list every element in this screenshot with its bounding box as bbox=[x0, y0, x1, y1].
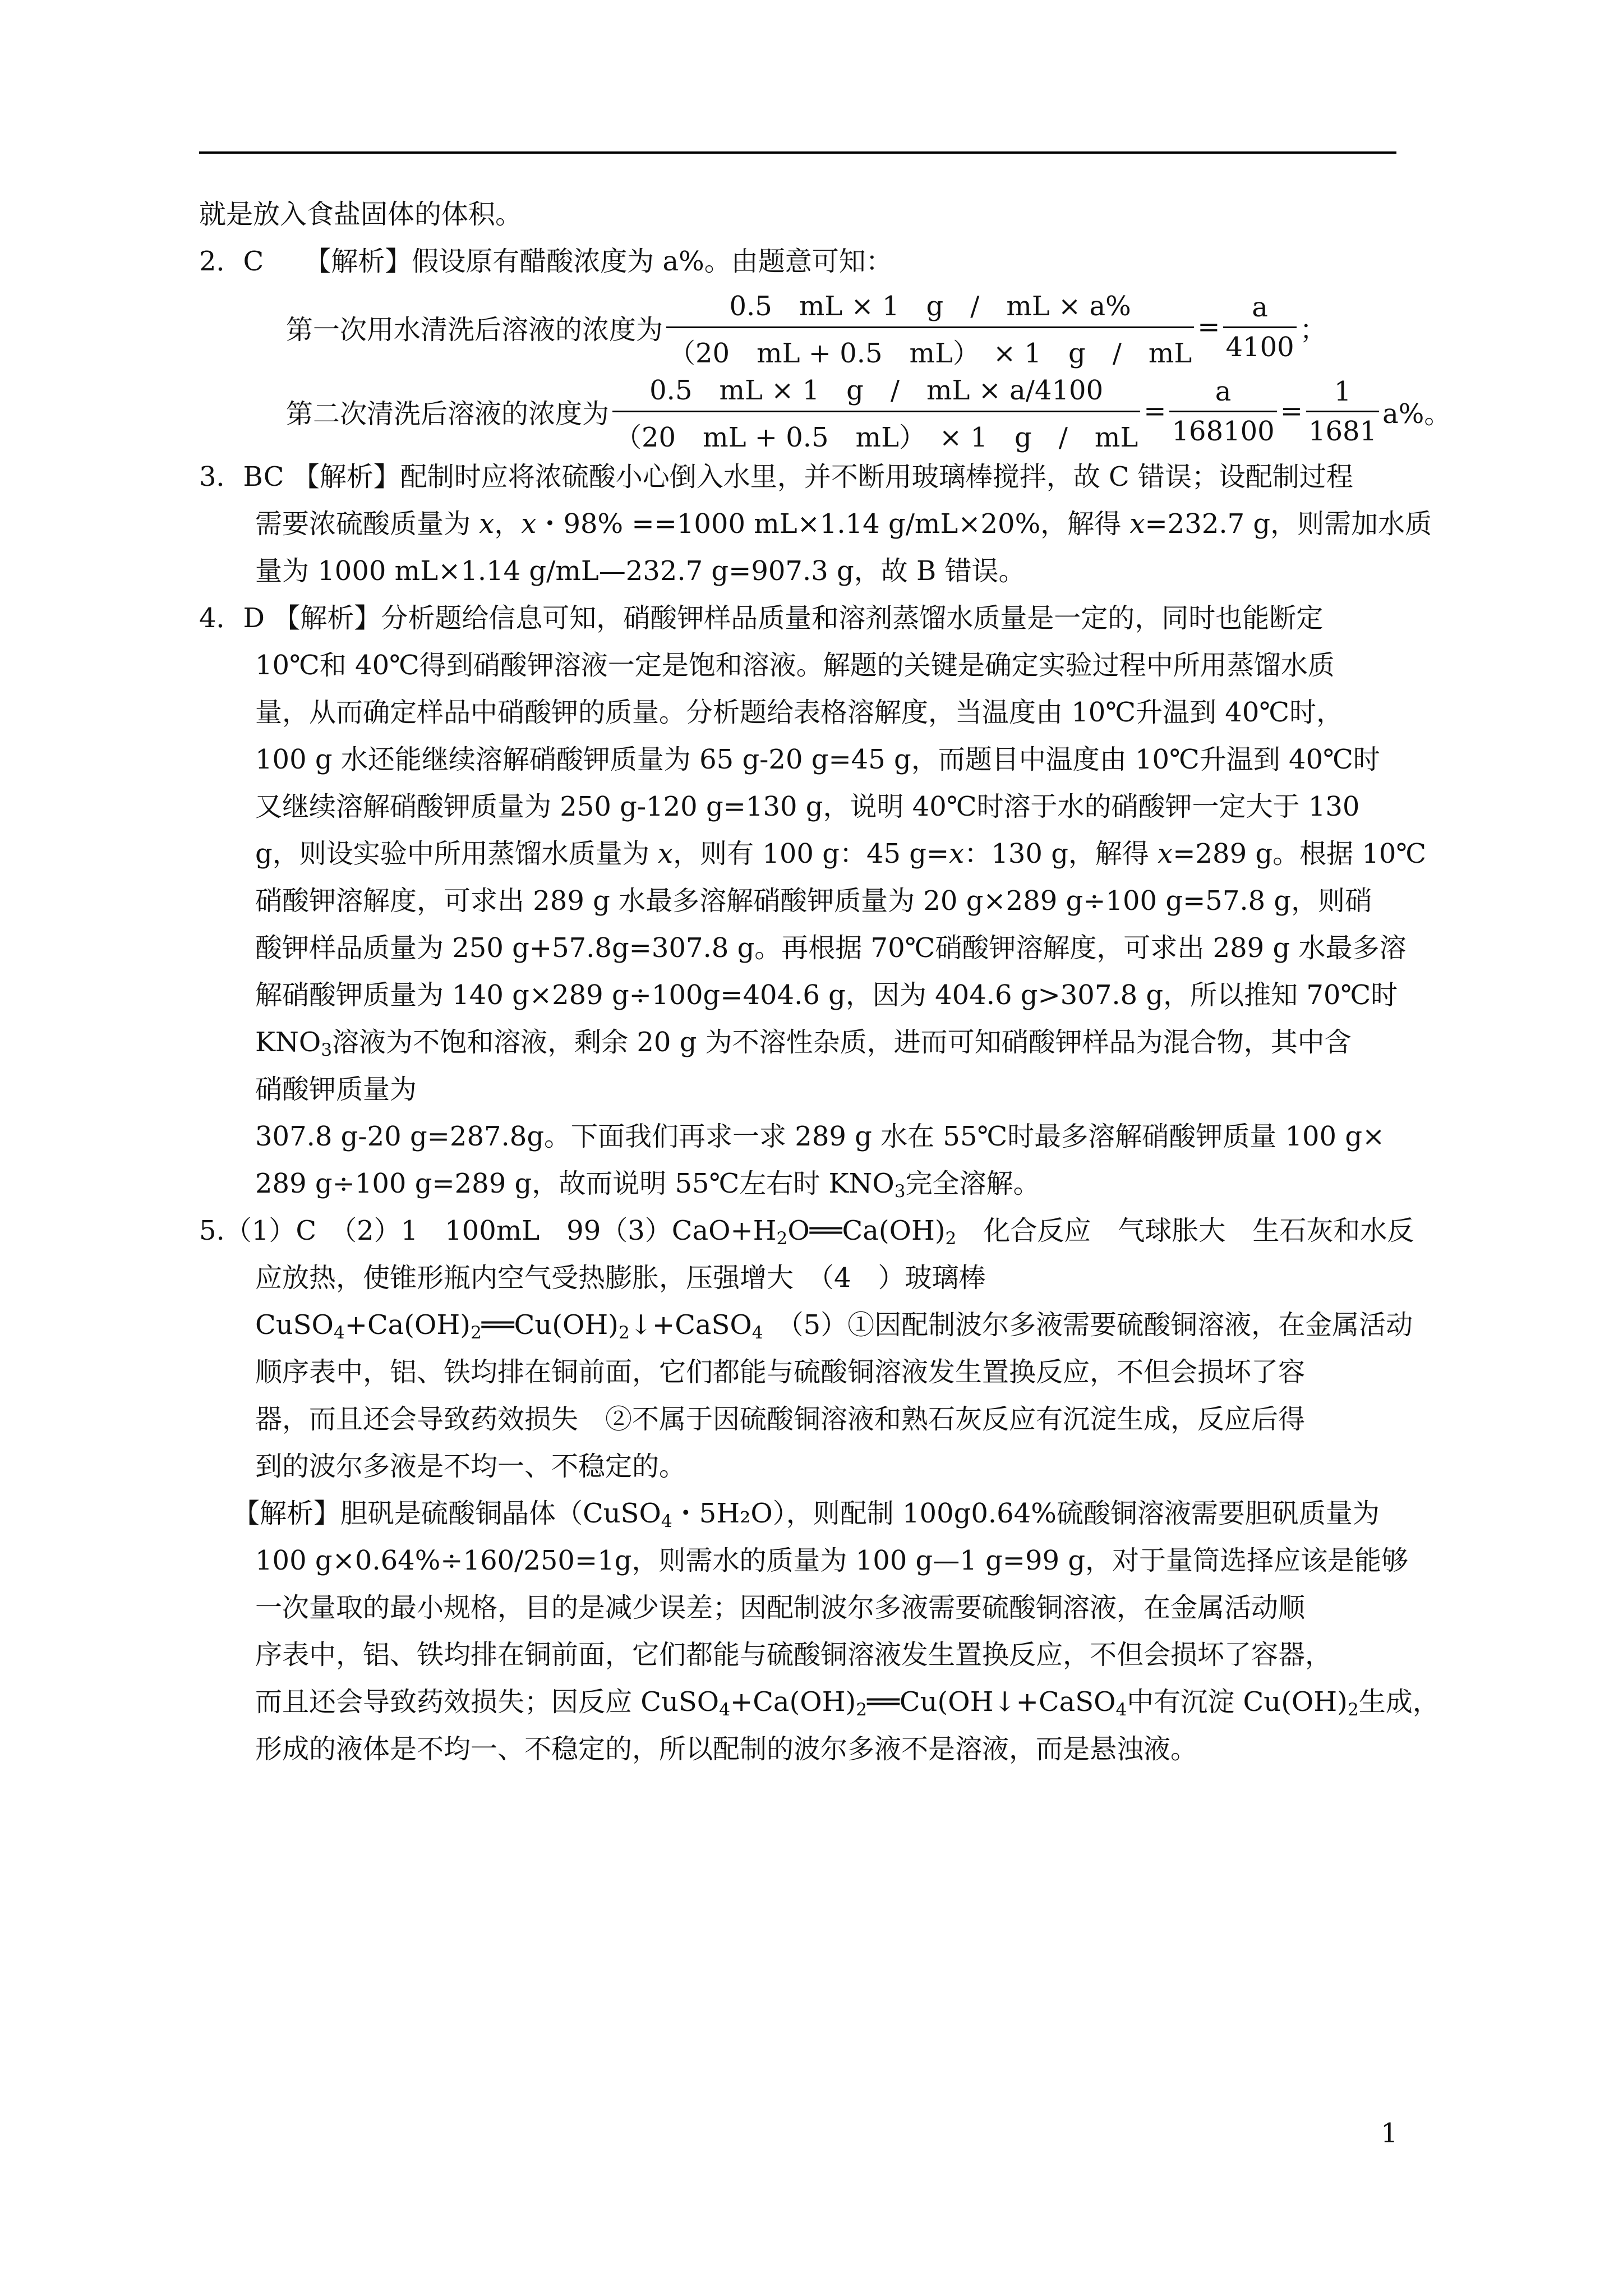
text-run: g，则设实验中所用蒸馏水质量为 bbox=[255, 838, 658, 869]
answer-body bbox=[199, 191, 1451, 1773]
subscript: 4 bbox=[751, 1322, 763, 1343]
text-run: 化合反应 气球胀大 生石灰和水反 bbox=[956, 1215, 1414, 1246]
equation-label: 第二次清洗后溶液的浓度为 bbox=[286, 398, 610, 430]
subscript: 2 bbox=[1347, 1699, 1359, 1720]
variable-x: x bbox=[658, 838, 674, 869]
subscript: 3 bbox=[894, 1181, 906, 1202]
fraction-numerator: 0.5 mL × 1 g / mL × a/4100 bbox=[612, 369, 1140, 412]
text-run: 5.（1）C （2）1 100mL 99（3）CaO+H bbox=[199, 1215, 777, 1246]
subscript: 2 bbox=[945, 1228, 957, 1249]
variable-x: x bbox=[1129, 508, 1145, 540]
fraction bbox=[1223, 292, 1296, 363]
question-5-line bbox=[199, 1207, 1414, 1254]
page-number: 1 bbox=[1381, 2118, 1398, 2149]
text-run: +Ca(OH) bbox=[730, 1686, 856, 1718]
fraction-numerator: 0.5 mL × 1 g / mL × a% bbox=[666, 284, 1194, 328]
subscript: 2 bbox=[618, 1322, 630, 1343]
fraction-numerator: 1 bbox=[1306, 376, 1379, 412]
equals-sign: = bbox=[1280, 395, 1303, 427]
text-run: 完全溶解。 bbox=[905, 1168, 1040, 1199]
question-4-line bbox=[199, 830, 1427, 877]
equation-tail: a%。 bbox=[1382, 398, 1451, 430]
equation-label: 第一次用水清洗后溶液的浓度为 bbox=[286, 314, 663, 346]
text-run: 生成， bbox=[1358, 1686, 1440, 1718]
question-4-line: 量，从而确定样品中硝酸钾的质量。分析题给表格溶解度，当温度由 10℃升温到 40℃时， bbox=[255, 697, 1344, 728]
subscript: 4 bbox=[333, 1322, 345, 1343]
text-run: 中有沉淀 Cu(OH) bbox=[1127, 1686, 1348, 1718]
text-run: ・5H₂O），则配制 100g0.64%硫酸铜溶液需要胆矾质量为 bbox=[672, 1498, 1380, 1529]
punctuation: ； bbox=[1299, 314, 1327, 346]
fraction bbox=[666, 284, 1194, 370]
text-run: （5）①因配制波尔多液需要硫酸铜溶液，在金属活动 bbox=[763, 1309, 1413, 1341]
text-run: ══Cu(OH) bbox=[481, 1309, 619, 1341]
subscript: 2 bbox=[470, 1322, 482, 1343]
question-4-line: 307.8 g-20 g=287.8g。下面我们再求一求 289 g 水在 55℃时最多溶解硝酸钾质量 100 g× bbox=[255, 1121, 1385, 1152]
question-5-line: 形成的液体是不均一、不稳定的，所以配制的波尔多液不是溶液，而是悬浊液。 bbox=[255, 1733, 1198, 1765]
subscript: 4 bbox=[719, 1699, 730, 1720]
variable-x: x bbox=[1158, 838, 1173, 869]
question-5-line: 顺序表中，铝、铁均排在铜前面，它们都能与硫酸铜溶液发生置换反应，不但会损坏了容 bbox=[255, 1356, 1306, 1388]
text-run: ↓+CaSO bbox=[629, 1309, 752, 1341]
question-5-line bbox=[199, 1490, 1396, 1537]
variable-x: x bbox=[479, 508, 495, 540]
question-3-line: 量为 1000 mL×1.14 g/mL—232.7 g=907.3 g，故 B 错误。 bbox=[255, 555, 1026, 587]
text-run: =289 g。根据 10℃ bbox=[1173, 838, 1427, 869]
fraction-denominator: 1681 bbox=[1308, 415, 1377, 447]
question-4-line: 又继续溶解硝酸钾质量为 250 g-120 g=130 g，说明 40℃时溶于水的硝酸钾一定大于 130 bbox=[255, 791, 1360, 822]
text-run: 而且还会导致药效损失；因反应 CuSO bbox=[255, 1686, 720, 1718]
text-run: +Ca(OH) bbox=[344, 1309, 471, 1341]
fraction-denominator: （20 mL + 0.5 mL） × 1 g / mL bbox=[615, 421, 1138, 453]
question-4-line: 4．D 【解析】分析题给信息可知，硝酸钾样品质量和溶剂蒸馏水质量是一定的，同时也能断定 bbox=[199, 602, 1324, 634]
text-run: 溶液为不饱和溶液，剩余 20 g 为不溶性杂质，进而可知硝酸钾样品为混合物，其中含 bbox=[332, 1027, 1352, 1058]
question-5-line bbox=[199, 1301, 1413, 1349]
question-4-line: 10℃和 40℃得到硝酸钾溶液一定是饱和溶液。解题的关键是确定实验过程中所用蒸馏水质 bbox=[255, 650, 1335, 681]
question-2-heading: 2．C 【解析】假设原有醋酸浓度为 a%。由题意可知： bbox=[199, 246, 893, 277]
question-5-line: 到的波尔多液是不均一、不稳定的。 bbox=[255, 1451, 686, 1482]
question-5-line: 100 g×0.64%÷160/250=1g，则需水的质量为 100 g—1 g=99 g，对于量筒选择应该是能够 bbox=[255, 1545, 1409, 1576]
question-4-line: 硝酸钾质量为 bbox=[255, 1074, 417, 1105]
text-line: 就是放入食盐固体的体积。 bbox=[199, 199, 523, 230]
text-run: ， bbox=[494, 508, 522, 540]
fraction-numerator: a bbox=[1223, 292, 1296, 328]
equation-second-wash bbox=[199, 369, 1451, 453]
variable-x: x bbox=[949, 838, 965, 869]
question-5-line bbox=[199, 1678, 1440, 1726]
question-5-line: 器，而且还会导致药效损失 ②不属于因硫酸铜溶液和熟石灰反应有沉淀生成，反应后得 bbox=[255, 1404, 1306, 1435]
text-run: CuSO bbox=[255, 1309, 334, 1341]
question-5-line: 序表中，铝、铁均排在铜前面，它们都能与硫酸铜溶液发生置换反应，不但会损坏了容器， bbox=[255, 1639, 1332, 1671]
equation-first-wash bbox=[199, 285, 1396, 369]
equals-sign: = bbox=[1197, 311, 1220, 343]
question-4-line bbox=[199, 1019, 1396, 1066]
equals-sign: = bbox=[1144, 395, 1166, 427]
fraction bbox=[1306, 376, 1379, 447]
text-run: ══Cu(OH↓+CaSO bbox=[867, 1686, 1116, 1718]
question-4-line: 100 g 水还能继续溶解硝酸钾质量为 65 g-20 g=45 g，而题目中温度由 10℃升温到 40℃时 bbox=[255, 744, 1380, 775]
subscript: 2 bbox=[776, 1228, 788, 1249]
text-run: ，则有 100 g：45 g= bbox=[673, 838, 949, 869]
subscript: 4 bbox=[661, 1511, 672, 1531]
subscript: 2 bbox=[856, 1699, 868, 1720]
fraction-denominator: 4100 bbox=[1225, 331, 1294, 363]
fraction bbox=[612, 369, 1140, 454]
fraction-numerator: a bbox=[1169, 376, 1276, 412]
variable-x: x bbox=[521, 508, 537, 540]
question-4-line bbox=[199, 1160, 1396, 1207]
fraction-denominator: 168100 bbox=[1172, 415, 1275, 447]
question-4-line: 硝酸钾溶解度，可求出 289 g 水最多溶解硝酸钾质量为 20 g×289 g÷100 g=57.8 g，则硝 bbox=[255, 885, 1372, 917]
text-run: KNO bbox=[255, 1027, 321, 1058]
question-5-line: 一次量取的最小规格，目的是减少误差；因配制波尔多液需要硫酸铜溶液，在金属活动顺 bbox=[255, 1592, 1306, 1623]
text-run: 需要浓硫酸质量为 bbox=[255, 508, 479, 540]
header-rule bbox=[199, 151, 1396, 154]
subscript: 4 bbox=[1115, 1699, 1127, 1720]
question-3-line bbox=[199, 500, 1432, 547]
subscript: 3 bbox=[321, 1039, 333, 1060]
question-4-line: 解硝酸钾质量为 140 g×289 g÷100g=404.6 g，因为 404.6 g>307.8 g，所以推知 70℃时 bbox=[255, 979, 1398, 1011]
text-run: ：130 g，解得 bbox=[964, 838, 1158, 869]
question-5-line: 应放热，使锥形瓶内空气受热膨胀，压强增大 （4 ）玻璃棒 bbox=[255, 1262, 986, 1294]
fraction bbox=[1169, 376, 1276, 447]
question-4-line: 酸钾样品质量为 250 g+57.8g=307.8 g。再根据 70℃硝酸钾溶解度，可求出 289 g 水最多溶 bbox=[255, 932, 1407, 964]
text-run: 【解析】胆矾是硫酸铜晶体（CuSO bbox=[233, 1498, 661, 1529]
text-run: 289 g÷100 g=289 g，故而说明 55℃左右时 KNO bbox=[255, 1168, 895, 1199]
text-run: ・98% ==1000 mL×1.14 g/mL×20%，解得 bbox=[536, 508, 1130, 540]
question-3-line: 3．BC 【解析】配制时应将浓硫酸小心倒入水里，并不断用玻璃棒搅拌，故 C 错误；设配制过程 bbox=[199, 461, 1353, 493]
text-run: =232.7 g，则需加水质 bbox=[1145, 508, 1432, 540]
text-run: O══Ca(OH) bbox=[787, 1215, 946, 1246]
fraction-denominator: （20 mL + 0.5 mL） × 1 g / mL bbox=[668, 337, 1192, 369]
